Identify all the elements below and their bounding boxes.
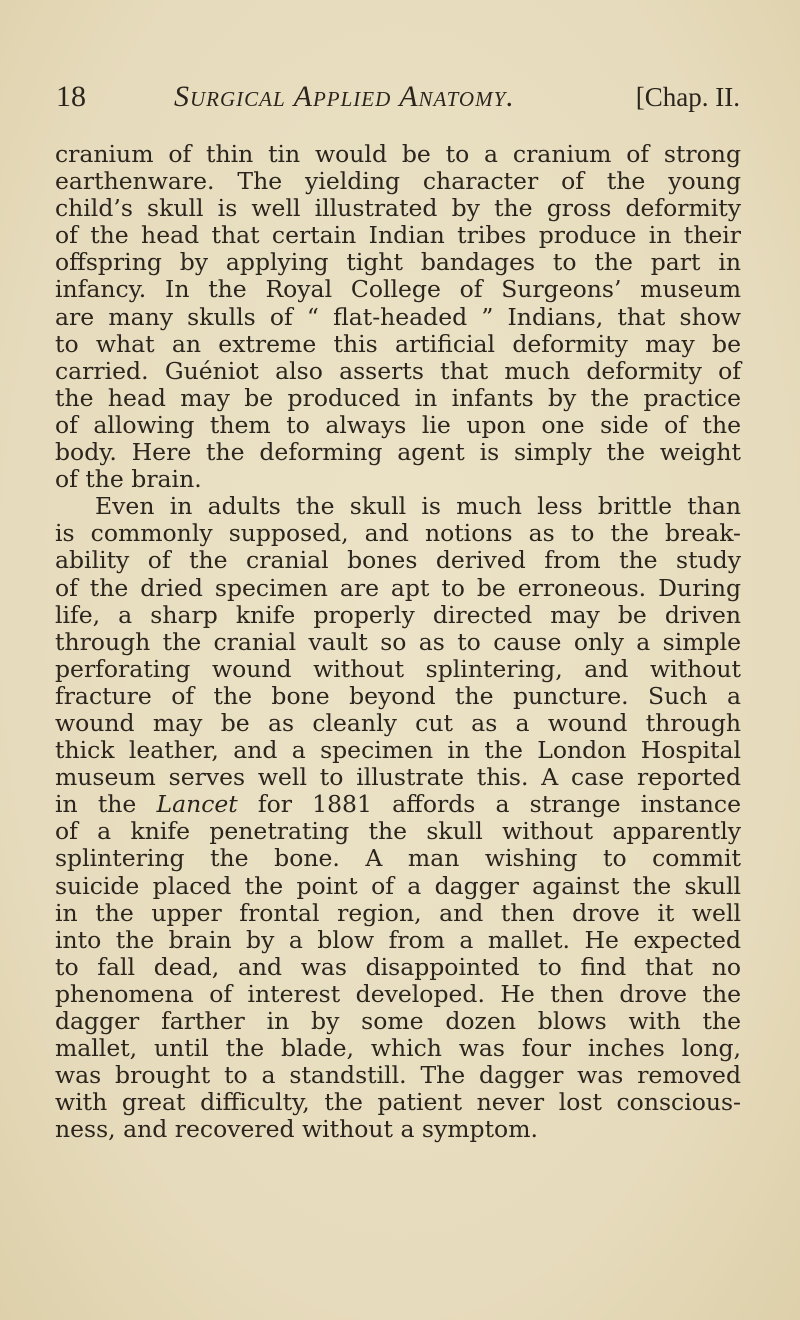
page-number: 18 [56, 80, 86, 113]
text-line: of the dried specimen are apt to be erroneous. During [55, 573, 741, 602]
text-line: earthenware. The yielding character of the young [55, 167, 741, 196]
text-line: thick leather, and a specimen in the London Hospital [55, 736, 741, 765]
text-line: to fall dead, and was disappointed to find that no [55, 952, 741, 981]
text-line: of the head that certain Indian tribes produce in their [55, 221, 741, 250]
text-line: mallet, until the blade, which was four inches long, [55, 1034, 741, 1063]
text-line: suicide placed the point of a dagger against the skull [55, 871, 741, 900]
text-line: Even in adults the skull is much less brittle than [95, 492, 741, 521]
text-line [55, 791, 741, 818]
chapter-label: [Chap. II. [635, 82, 740, 112]
body-text [55, 141, 741, 1143]
running-header [56, 80, 740, 116]
text-line: carried. Guéniot also asserts that much deformity of [55, 356, 741, 385]
text-line: infancy. In the Royal College of Surgeons’ museum [55, 275, 741, 304]
text-line: are many skulls of “ flat-headed ” Indians, that show [55, 302, 741, 331]
text-line: into the brain by a blow from a mallet. He expected [55, 925, 741, 954]
text-line: ness, and recovered without a symptom. [55, 1115, 538, 1144]
text-line: with great difficulty, the patient never lost conscious- [55, 1088, 741, 1117]
text-line: in the upper frontal region, and then drove it well [55, 898, 741, 927]
text-line: is commonly supposed, and notions as to the break- [55, 519, 741, 548]
text-line: fracture of the bone beyond the puncture. Such a [55, 681, 741, 710]
text-line: ability of the cranial bones derived from the study [55, 546, 741, 575]
text-line: life, a sharp knife properly directed may be driven [55, 600, 741, 629]
text-line: museum serves well to illustrate this. A case reported [55, 763, 741, 792]
text-line: perforating wound without splintering, and without [55, 654, 741, 683]
text-line: splintering the bone. A man wishing to commit [55, 844, 741, 873]
text-segment: in the [55, 790, 157, 819]
text-line: wound may be as cleanly cut as a wound through [55, 708, 741, 737]
text-line: cranium of thin tin would be to a cranium of strong [55, 140, 741, 168]
text-line: child’s skull is well illustrated by the gross deformity [55, 194, 741, 223]
text-line: offspring by applying tight bandages to the part in [55, 248, 741, 277]
text-line: to what an extreme this artificial deformity may be [55, 329, 741, 358]
text-line: body. Here the deforming agent is simply the weight [55, 438, 741, 467]
italic-title: Lancet [156, 790, 238, 819]
text-line: through the cranial vault so as to cause only a simple [55, 627, 741, 656]
text-line: of a knife penetrating the skull without apparently [55, 817, 741, 846]
text-segment: for 1881 affords a strange instance [237, 790, 742, 819]
text-line: the head may be produced in infants by the practice [55, 383, 741, 412]
text-line: dagger farther in by some dozen blows with the [55, 1007, 741, 1035]
text-line: of allowing them to always lie upon one side of the [55, 410, 741, 439]
text-line: was brought to a standstill. The dagger was removed [55, 1061, 741, 1090]
text-line: phenomena of interest developed. He then drove the [55, 979, 741, 1008]
text-line: of the brain. [55, 465, 202, 494]
running-title: Surgical Applied Anatomy. [174, 80, 515, 113]
